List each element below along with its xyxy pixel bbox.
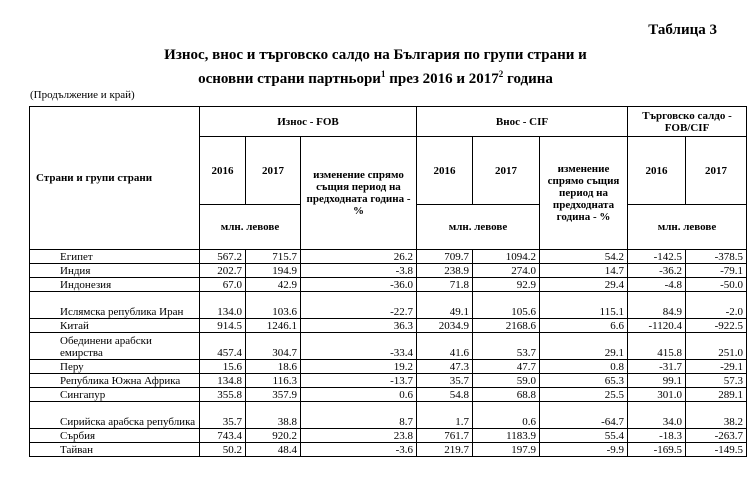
header-import-2016: 2016 bbox=[417, 137, 473, 205]
value-cell-b17: -922.5 bbox=[686, 319, 747, 333]
value-cell-e16: 457.4 bbox=[200, 333, 246, 360]
value-cell-ec: 26.2 bbox=[301, 250, 417, 264]
table-row bbox=[30, 333, 747, 360]
value-cell-ic: 55.4 bbox=[540, 429, 628, 443]
table-row bbox=[30, 388, 747, 402]
value-cell-ec: 0.6 bbox=[301, 388, 417, 402]
value-cell-i16: 41.6 bbox=[417, 333, 473, 360]
header-balance-2016: 2016 bbox=[628, 137, 686, 205]
value-cell-e17: 38.8 bbox=[246, 402, 301, 429]
value-cell-ec: 23.8 bbox=[301, 429, 417, 443]
value-cell-ic: 65.3 bbox=[540, 374, 628, 388]
value-cell-i16: 1.7 bbox=[417, 402, 473, 429]
value-cell-ec: 36.3 bbox=[301, 319, 417, 333]
country-cell: Сирийска арабска република bbox=[30, 402, 200, 429]
value-cell-i17: 197.9 bbox=[473, 443, 540, 457]
value-cell-i17: 1183.9 bbox=[473, 429, 540, 443]
value-cell-i16: 238.9 bbox=[417, 264, 473, 278]
value-cell-ec: -22.7 bbox=[301, 292, 417, 319]
value-cell-i17: 105.6 bbox=[473, 292, 540, 319]
header-import-change: изменение спрямо същия период на предходната година - % bbox=[540, 137, 628, 250]
value-cell-e17: 715.7 bbox=[246, 250, 301, 264]
value-cell-e16: 50.2 bbox=[200, 443, 246, 457]
table-row bbox=[30, 374, 747, 388]
value-cell-i17: 92.9 bbox=[473, 278, 540, 292]
value-cell-b16: -36.2 bbox=[628, 264, 686, 278]
trade-table bbox=[29, 106, 747, 457]
value-cell-ec: 19.2 bbox=[301, 360, 417, 374]
header-export-unit: млн. левове bbox=[200, 205, 301, 250]
value-cell-ic: 25.5 bbox=[540, 388, 628, 402]
country-cell: Перу bbox=[30, 360, 200, 374]
value-cell-i16: 2034.9 bbox=[417, 319, 473, 333]
value-cell-e17: 48.4 bbox=[246, 443, 301, 457]
header-balance-unit: млн. левове bbox=[628, 205, 747, 250]
table-row bbox=[30, 402, 747, 429]
value-cell-e16: 202.7 bbox=[200, 264, 246, 278]
header-import-2017: 2017 bbox=[473, 137, 540, 205]
value-cell-ic: 54.2 bbox=[540, 250, 628, 264]
value-cell-b17: -2.0 bbox=[686, 292, 747, 319]
value-cell-i16: 219.7 bbox=[417, 443, 473, 457]
value-cell-b16: -169.5 bbox=[628, 443, 686, 457]
value-cell-b17: -50.0 bbox=[686, 278, 747, 292]
value-cell-i17: 274.0 bbox=[473, 264, 540, 278]
country-cell: Индия bbox=[30, 264, 200, 278]
value-cell-e17: 116.3 bbox=[246, 374, 301, 388]
value-cell-b16: 84.9 bbox=[628, 292, 686, 319]
header-export: Износ - FOB bbox=[200, 107, 417, 137]
header-export-2017: 2017 bbox=[246, 137, 301, 205]
country-cell: Китай bbox=[30, 319, 200, 333]
table-row bbox=[30, 250, 747, 264]
value-cell-b17: -79.1 bbox=[686, 264, 747, 278]
value-cell-ic: 115.1 bbox=[540, 292, 628, 319]
table-row bbox=[30, 429, 747, 443]
value-cell-e16: 67.0 bbox=[200, 278, 246, 292]
header-import: Внос - CIF bbox=[417, 107, 628, 137]
value-cell-ic: 6.6 bbox=[540, 319, 628, 333]
table-label: Таблица 3 bbox=[648, 22, 717, 38]
value-cell-ic: 29.4 bbox=[540, 278, 628, 292]
country-cell: Тайван bbox=[30, 443, 200, 457]
value-cell-b16: 34.0 bbox=[628, 402, 686, 429]
value-cell-ic: 0.8 bbox=[540, 360, 628, 374]
value-cell-i17: 53.7 bbox=[473, 333, 540, 360]
value-cell-e16: 15.6 bbox=[200, 360, 246, 374]
value-cell-e16: 914.5 bbox=[200, 319, 246, 333]
value-cell-i16: 47.3 bbox=[417, 360, 473, 374]
value-cell-ic: 14.7 bbox=[540, 264, 628, 278]
value-cell-ic: 29.1 bbox=[540, 333, 628, 360]
value-cell-ec: -36.0 bbox=[301, 278, 417, 292]
country-cell: Египет bbox=[30, 250, 200, 264]
value-cell-b16: 301.0 bbox=[628, 388, 686, 402]
table-title-line2: основни страни партньори$^1$ през 2016 и 2017$^2$ година bbox=[198, 69, 553, 87]
country-cell: Ислямска република Иран bbox=[30, 292, 200, 319]
table-row bbox=[30, 319, 747, 333]
value-cell-b17: -378.5 bbox=[686, 250, 747, 264]
value-cell-b17: -29.1 bbox=[686, 360, 747, 374]
value-cell-i16: 761.7 bbox=[417, 429, 473, 443]
value-cell-i16: 71.8 bbox=[417, 278, 473, 292]
value-cell-b16: -31.7 bbox=[628, 360, 686, 374]
value-cell-e16: 567.2 bbox=[200, 250, 246, 264]
value-cell-b16: -18.3 bbox=[628, 429, 686, 443]
header-balance: Търговско салдо - FOB/CIF bbox=[628, 107, 747, 137]
value-cell-ic: -9.9 bbox=[540, 443, 628, 457]
value-cell-e17: 304.7 bbox=[246, 333, 301, 360]
value-cell-e16: 134.0 bbox=[200, 292, 246, 319]
value-cell-i17: 59.0 bbox=[473, 374, 540, 388]
header-balance-2017: 2017 bbox=[686, 137, 747, 205]
value-cell-b17: 57.3 bbox=[686, 374, 747, 388]
value-cell-i17: 1094.2 bbox=[473, 250, 540, 264]
header-export-change: изменение спрямо същия период на предходната година - % bbox=[301, 137, 417, 250]
value-cell-b16: 99.1 bbox=[628, 374, 686, 388]
value-cell-ec: -3.8 bbox=[301, 264, 417, 278]
country-cell: Индонезия bbox=[30, 278, 200, 292]
country-cell: Сингапур bbox=[30, 388, 200, 402]
value-cell-i16: 35.7 bbox=[417, 374, 473, 388]
value-cell-e16: 35.7 bbox=[200, 402, 246, 429]
value-cell-b17: 289.1 bbox=[686, 388, 747, 402]
value-cell-e16: 743.4 bbox=[200, 429, 246, 443]
value-cell-ec: -13.7 bbox=[301, 374, 417, 388]
value-cell-b17: -149.5 bbox=[686, 443, 747, 457]
value-cell-e17: 920.2 bbox=[246, 429, 301, 443]
table-row bbox=[30, 264, 747, 278]
header-import-unit: млн. левове bbox=[417, 205, 540, 250]
value-cell-i16: 54.8 bbox=[417, 388, 473, 402]
country-cell: Обединени арабски емирства bbox=[30, 333, 200, 360]
country-cell: Република Южна Африка bbox=[30, 374, 200, 388]
value-cell-b17: 38.2 bbox=[686, 402, 747, 429]
header-export-2016: 2016 bbox=[200, 137, 246, 205]
table-row bbox=[30, 278, 747, 292]
value-cell-i17: 47.7 bbox=[473, 360, 540, 374]
value-cell-i17: 2168.6 bbox=[473, 319, 540, 333]
table-row bbox=[30, 292, 747, 319]
value-cell-b16: -1120.4 bbox=[628, 319, 686, 333]
value-cell-e16: 355.8 bbox=[200, 388, 246, 402]
value-cell-e17: 42.9 bbox=[246, 278, 301, 292]
value-cell-ec: -33.4 bbox=[301, 333, 417, 360]
table-row bbox=[30, 443, 747, 457]
value-cell-b16: -142.5 bbox=[628, 250, 686, 264]
value-cell-i17: 68.8 bbox=[473, 388, 540, 402]
value-cell-e17: 357.9 bbox=[246, 388, 301, 402]
value-cell-ec: -3.6 bbox=[301, 443, 417, 457]
country-cell: Сърбия bbox=[30, 429, 200, 443]
value-cell-i16: 709.7 bbox=[417, 250, 473, 264]
value-cell-b16: 415.8 bbox=[628, 333, 686, 360]
value-cell-e17: 18.6 bbox=[246, 360, 301, 374]
value-cell-ic: -64.7 bbox=[540, 402, 628, 429]
table-row bbox=[30, 360, 747, 374]
value-cell-i17: 0.6 bbox=[473, 402, 540, 429]
header-country: Страни и групи страни bbox=[30, 107, 200, 250]
table-title-line1: Износ, внос и търговско салдо на България по групи страни и bbox=[164, 47, 587, 63]
value-cell-e16: 134.8 bbox=[200, 374, 246, 388]
value-cell-b17: -263.7 bbox=[686, 429, 747, 443]
value-cell-e17: 194.9 bbox=[246, 264, 301, 278]
value-cell-b17: 251.0 bbox=[686, 333, 747, 360]
value-cell-i16: 49.1 bbox=[417, 292, 473, 319]
value-cell-b16: -4.8 bbox=[628, 278, 686, 292]
continuation-note: (Продължение и край) bbox=[30, 89, 135, 101]
value-cell-ec: 8.7 bbox=[301, 402, 417, 429]
value-cell-e17: 103.6 bbox=[246, 292, 301, 319]
value-cell-e17: 1246.1 bbox=[246, 319, 301, 333]
